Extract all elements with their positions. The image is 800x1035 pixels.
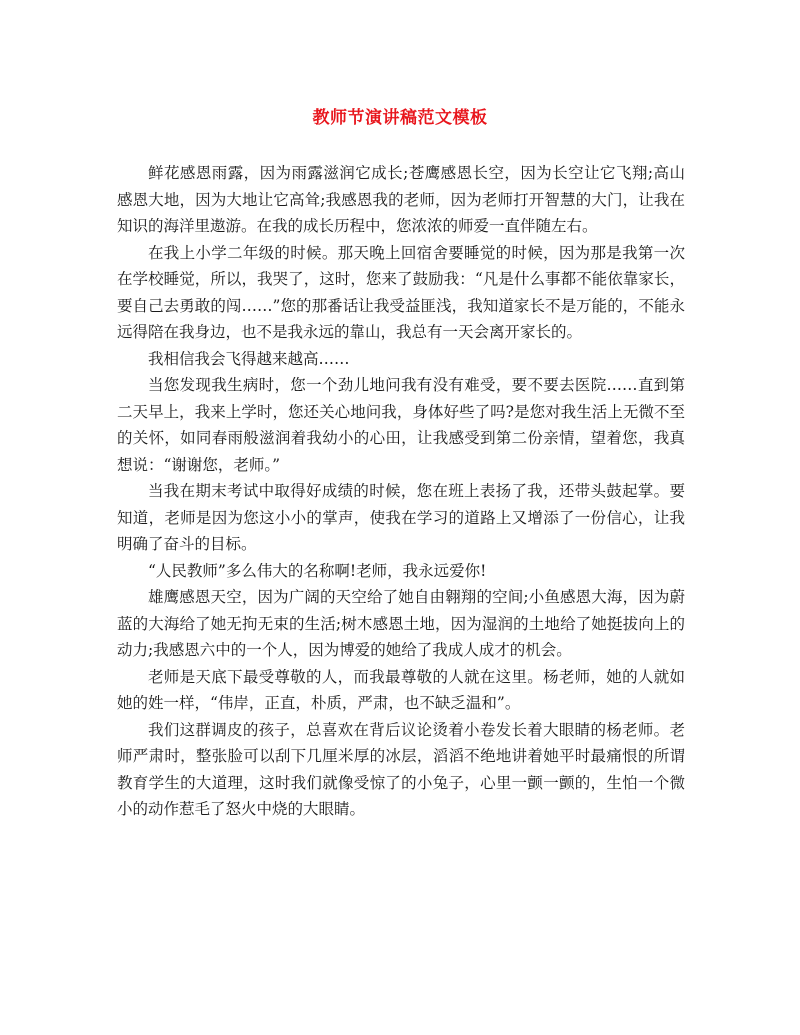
paragraph-3: 我相信我会飞得越来越高……	[148, 349, 350, 368]
paragraph-2: 在我上小学二年级的时候。那天晚上回宿舍要睡觉的时候，因为那是我第一次在学校睡觉，所以，我哭了，这时，您来了鼓励我：“凡是什么事都不能依靠家长，要自己去勇敢的闯……”您的那番话让我受益匪浅，我知道家长不是万能的，不能永远得陪在我身边，也不是我永远的靠山，我总有一天会离开家长的。	[117, 243, 685, 341]
paragraph-1: 鲜花感恩雨露，因为雨露滋润它成长;苍鹰感恩长空，因为长空让它飞翔;高山感恩大地，因为大地让它高耸;我感恩我的老师，因为老师打开智慧的大门，让我在知识的海洋里遨游。在我的成长历程中，您浓浓的师爱一直伴随左右。	[117, 164, 685, 235]
paragraph-8: 老师是天底下最受尊敬的人，而我最尊敬的人就在这里。杨老师，她的人就如她的姓一样，“伟岸，正直，朴质，严肃，也不缺乏温和”。	[117, 667, 685, 712]
paragraph-7: 雄鹰感恩天空，因为广阔的天空给了她自由翱翔的空间;小鱼感恩大海，因为蔚蓝的大海给了她无拘无束的生活;树木感恩土地，因为湿润的土地给了她挺拔向上的动力;我感恩六中的一个人，因为博爱的她给了我成人成才的机会。	[117, 588, 685, 659]
document-body	[117, 160, 685, 823]
document-title: 教师节演讲稿范文模板	[312, 108, 488, 128]
paragraph-6: “人民教师”多么伟大的名称啊!老师，我永远爱你!	[148, 561, 487, 580]
paragraph-9: 我们这群调皮的孩子，总喜欢在背后议论烫着小卷发长着大眼睛的杨老师。老师严肃时，整张脸可以刮下几厘米厚的冰层，滔滔不绝地讲着她平时最痛恨的所谓教育学生的大道理，这时我们就像受惊了的小兔子，心里一颤一颤的，生怕一个微小的动作惹毛了怒火中烧的大眼睛。	[117, 720, 685, 818]
paragraph-5: 当我在期末考试中取得好成绩的时候，您在班上表扬了我，还带头鼓起掌。要知道，老师是因为您这小小的掌声，使我在学习的道路上又增添了一份信心，让我明确了奋斗的目标。	[117, 482, 685, 553]
paragraph-4: 当您发现我生病时，您一个劲儿地问我有没有难受，要不要去医院……直到第二天早上，我来上学时，您还关心地问我，身体好些了吗?是您对我生活上无微不至的关怀，如同春雨般滋润着我幼小的心田，让我感受到第二份亲情，望着您，我真想说：“谢谢您，老师。”	[117, 376, 685, 474]
